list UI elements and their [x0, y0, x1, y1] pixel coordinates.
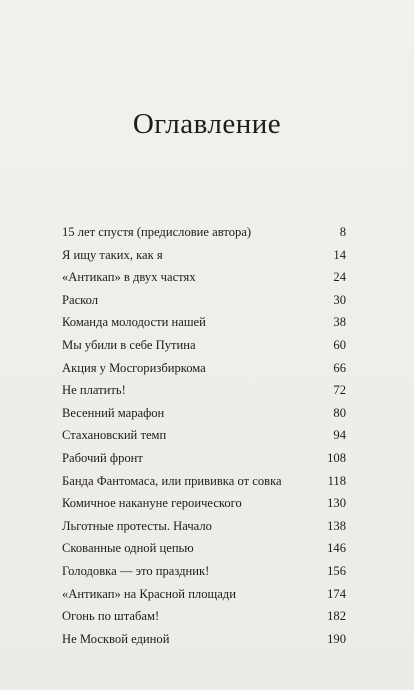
toc-entry-title: Льготные протесты. Начало	[62, 518, 212, 533]
toc-entry	[62, 563, 346, 586]
toc-entry-page: 30	[333, 292, 346, 307]
toc-entry-title: Я ищу таких, как я	[62, 247, 163, 262]
toc-entry-page: 14	[333, 247, 346, 262]
toc-entry	[62, 405, 346, 428]
toc-entry-page: 66	[333, 360, 346, 375]
toc-entry	[62, 608, 346, 631]
toc-entry	[62, 382, 346, 405]
toc-entry-page: 60	[333, 337, 346, 352]
toc-entry	[62, 495, 346, 518]
toc-entry	[62, 631, 346, 654]
toc-entry-title: Банда Фантомаса, или прививка от совка	[62, 473, 282, 488]
toc-entry	[62, 292, 346, 315]
toc-entry-page: 130	[327, 496, 346, 511]
toc-entry	[62, 586, 346, 609]
toc-entry-page: 146	[327, 541, 346, 556]
toc-entry	[62, 473, 346, 496]
toc-entry-title: «Антикап» в двух частях	[62, 270, 196, 285]
toc-entry-title: Команда молодости нашей	[62, 315, 206, 330]
toc-entry-title: «Антикап» на Красной площади	[62, 586, 236, 601]
toc-entry-title: Скованные одной цепью	[62, 541, 194, 556]
toc-entry	[62, 314, 346, 337]
toc-entry-page: 182	[327, 609, 346, 624]
toc-entry	[62, 224, 346, 247]
toc-entry	[62, 337, 346, 360]
toc-entry	[62, 450, 346, 473]
toc-entry-title: Не платить!	[62, 383, 126, 398]
page-title: Оглавление	[132, 108, 282, 140]
toc-entry-page: 94	[333, 428, 346, 443]
toc-entry	[62, 269, 346, 292]
toc-entry-page: 118	[327, 473, 346, 488]
toc-entry-page: 108	[327, 450, 346, 465]
toc-entry-title: Не Москвой единой	[62, 631, 170, 646]
toc-entry-title: Голодовка — это праздник!	[62, 563, 210, 578]
toc-entry-title: Рабочий фронт	[62, 450, 143, 465]
toc-entry-page: 38	[333, 315, 346, 330]
toc-entry	[62, 360, 346, 383]
toc-entry-title: 15 лет спустя (предисловие автора)	[62, 225, 252, 239]
table-of-contents	[62, 224, 346, 653]
toc-entry-title: Мы убили в себе Путина	[62, 337, 196, 352]
toc-entry-title: Акция у Мосгоризбиркома	[62, 360, 206, 375]
toc-entry	[62, 518, 346, 541]
toc-entry-title: Раскол	[62, 292, 99, 307]
toc-entry	[62, 427, 346, 450]
toc-entry-page: 138	[327, 518, 346, 533]
toc-entry-title: Весенний марафон	[62, 405, 165, 420]
toc-entry-page: 80	[333, 405, 346, 420]
toc-entry-page: 72	[333, 383, 346, 398]
toc-entry	[62, 247, 346, 270]
toc-entry-page: 24	[333, 270, 346, 285]
toc-entry-page: 190	[327, 631, 346, 646]
toc-entry-title: Огонь по штабам!	[62, 609, 160, 624]
toc-entry-page: 156	[327, 563, 346, 578]
toc-entry-title: Комичное накануне героического	[62, 496, 242, 511]
toc-entry-page: 8	[339, 225, 346, 239]
toc-entry	[62, 540, 346, 563]
toc-entry-title: Стахановский темп	[62, 428, 167, 443]
toc-entry-page: 174	[327, 586, 346, 601]
